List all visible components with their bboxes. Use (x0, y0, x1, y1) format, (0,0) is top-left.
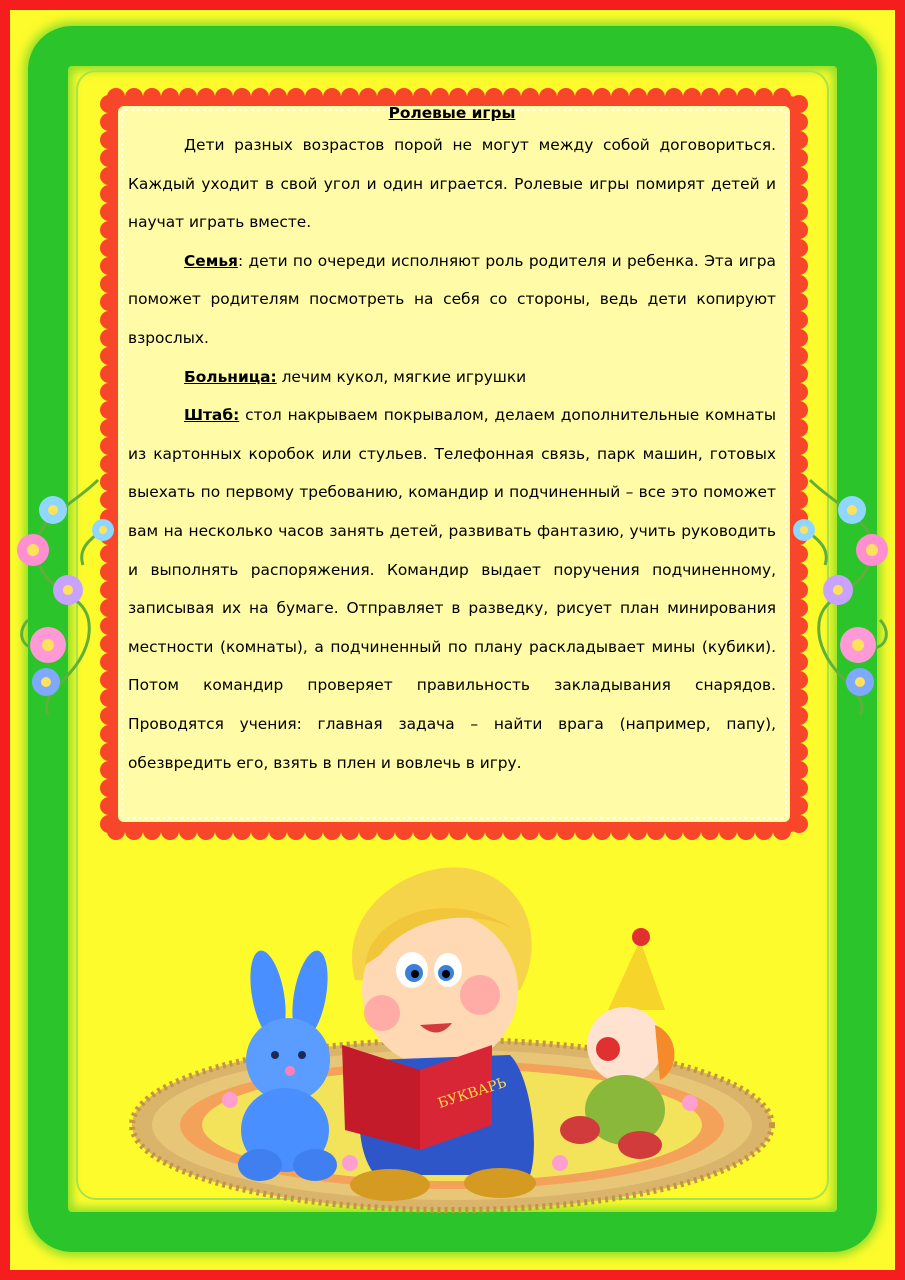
game-paragraph-hospital (128, 358, 776, 397)
flower-icon (92, 519, 114, 541)
flower-icon (53, 575, 83, 605)
game-text-hospital: лечим кукол, мягкие игрушки (276, 367, 527, 386)
flower-icon (856, 534, 888, 566)
left-flower-ornament (8, 470, 120, 720)
flower-icon (32, 668, 60, 696)
game-term-headquarters: Штаб: (184, 406, 240, 425)
flower-icon (846, 668, 874, 696)
flower-icon (17, 534, 49, 566)
article-title: Ролевые игры (388, 104, 516, 122)
game-term-family: Семья (184, 251, 238, 270)
flower-icon (840, 627, 876, 663)
game-text-family: дети по очереди исполняют роль родителя и ребенка. Эта игра поможет родителям посмотреть на себя со стороны, ведь дети копируют взрослых. (128, 251, 776, 347)
game-term-hospital: Больница: (184, 367, 277, 386)
flower-icon (823, 575, 853, 605)
flower-icon (793, 519, 815, 541)
clown-toy (560, 928, 674, 1159)
article-text (128, 100, 776, 782)
boy-reading-illustration (120, 845, 785, 1215)
flower-icon (30, 627, 66, 663)
right-flower-ornament (790, 470, 898, 720)
intro-paragraph: Дети разных возрастов порой не могут между собой договориться. Каждый уходит в свой угол и один играется. Ролевые игры помирят детей и научат играть вместе. (128, 136, 776, 232)
boy (350, 867, 536, 1201)
game-paragraph-headquarters (128, 396, 776, 782)
flower-icon (838, 496, 866, 524)
flower-icon (39, 496, 67, 524)
game-paragraph-family (128, 242, 776, 358)
book-label: БУКВАРЬ (436, 1074, 509, 1112)
game-term-separator: : (237, 251, 244, 270)
game-text-headquarters: стол накрываем покрывалом, делаем дополнительные комнаты из картонных коробок или стульев. Телефонная связь, парк машин, готовых выехать по первому требованию, командир и подчиненный – все это поможет вам на несколько часов занять детей, развивать фантазию, учить руководить и выполнять распоряжения. Командир выдает поручения подчиненному, записывая их на бумаге. Отправляет в разведку, рисует план минирования местности (комнаты), а подчиненный по плану раскладывает мины (кубики). Потом командир проверяет правильность закладывания снарядов. Проводятся учения: главная задача – найти врага (например, папу), обезвредить его, взять в плен и вовлечь в игру. (128, 406, 776, 772)
blue-bunny (238, 948, 337, 1181)
